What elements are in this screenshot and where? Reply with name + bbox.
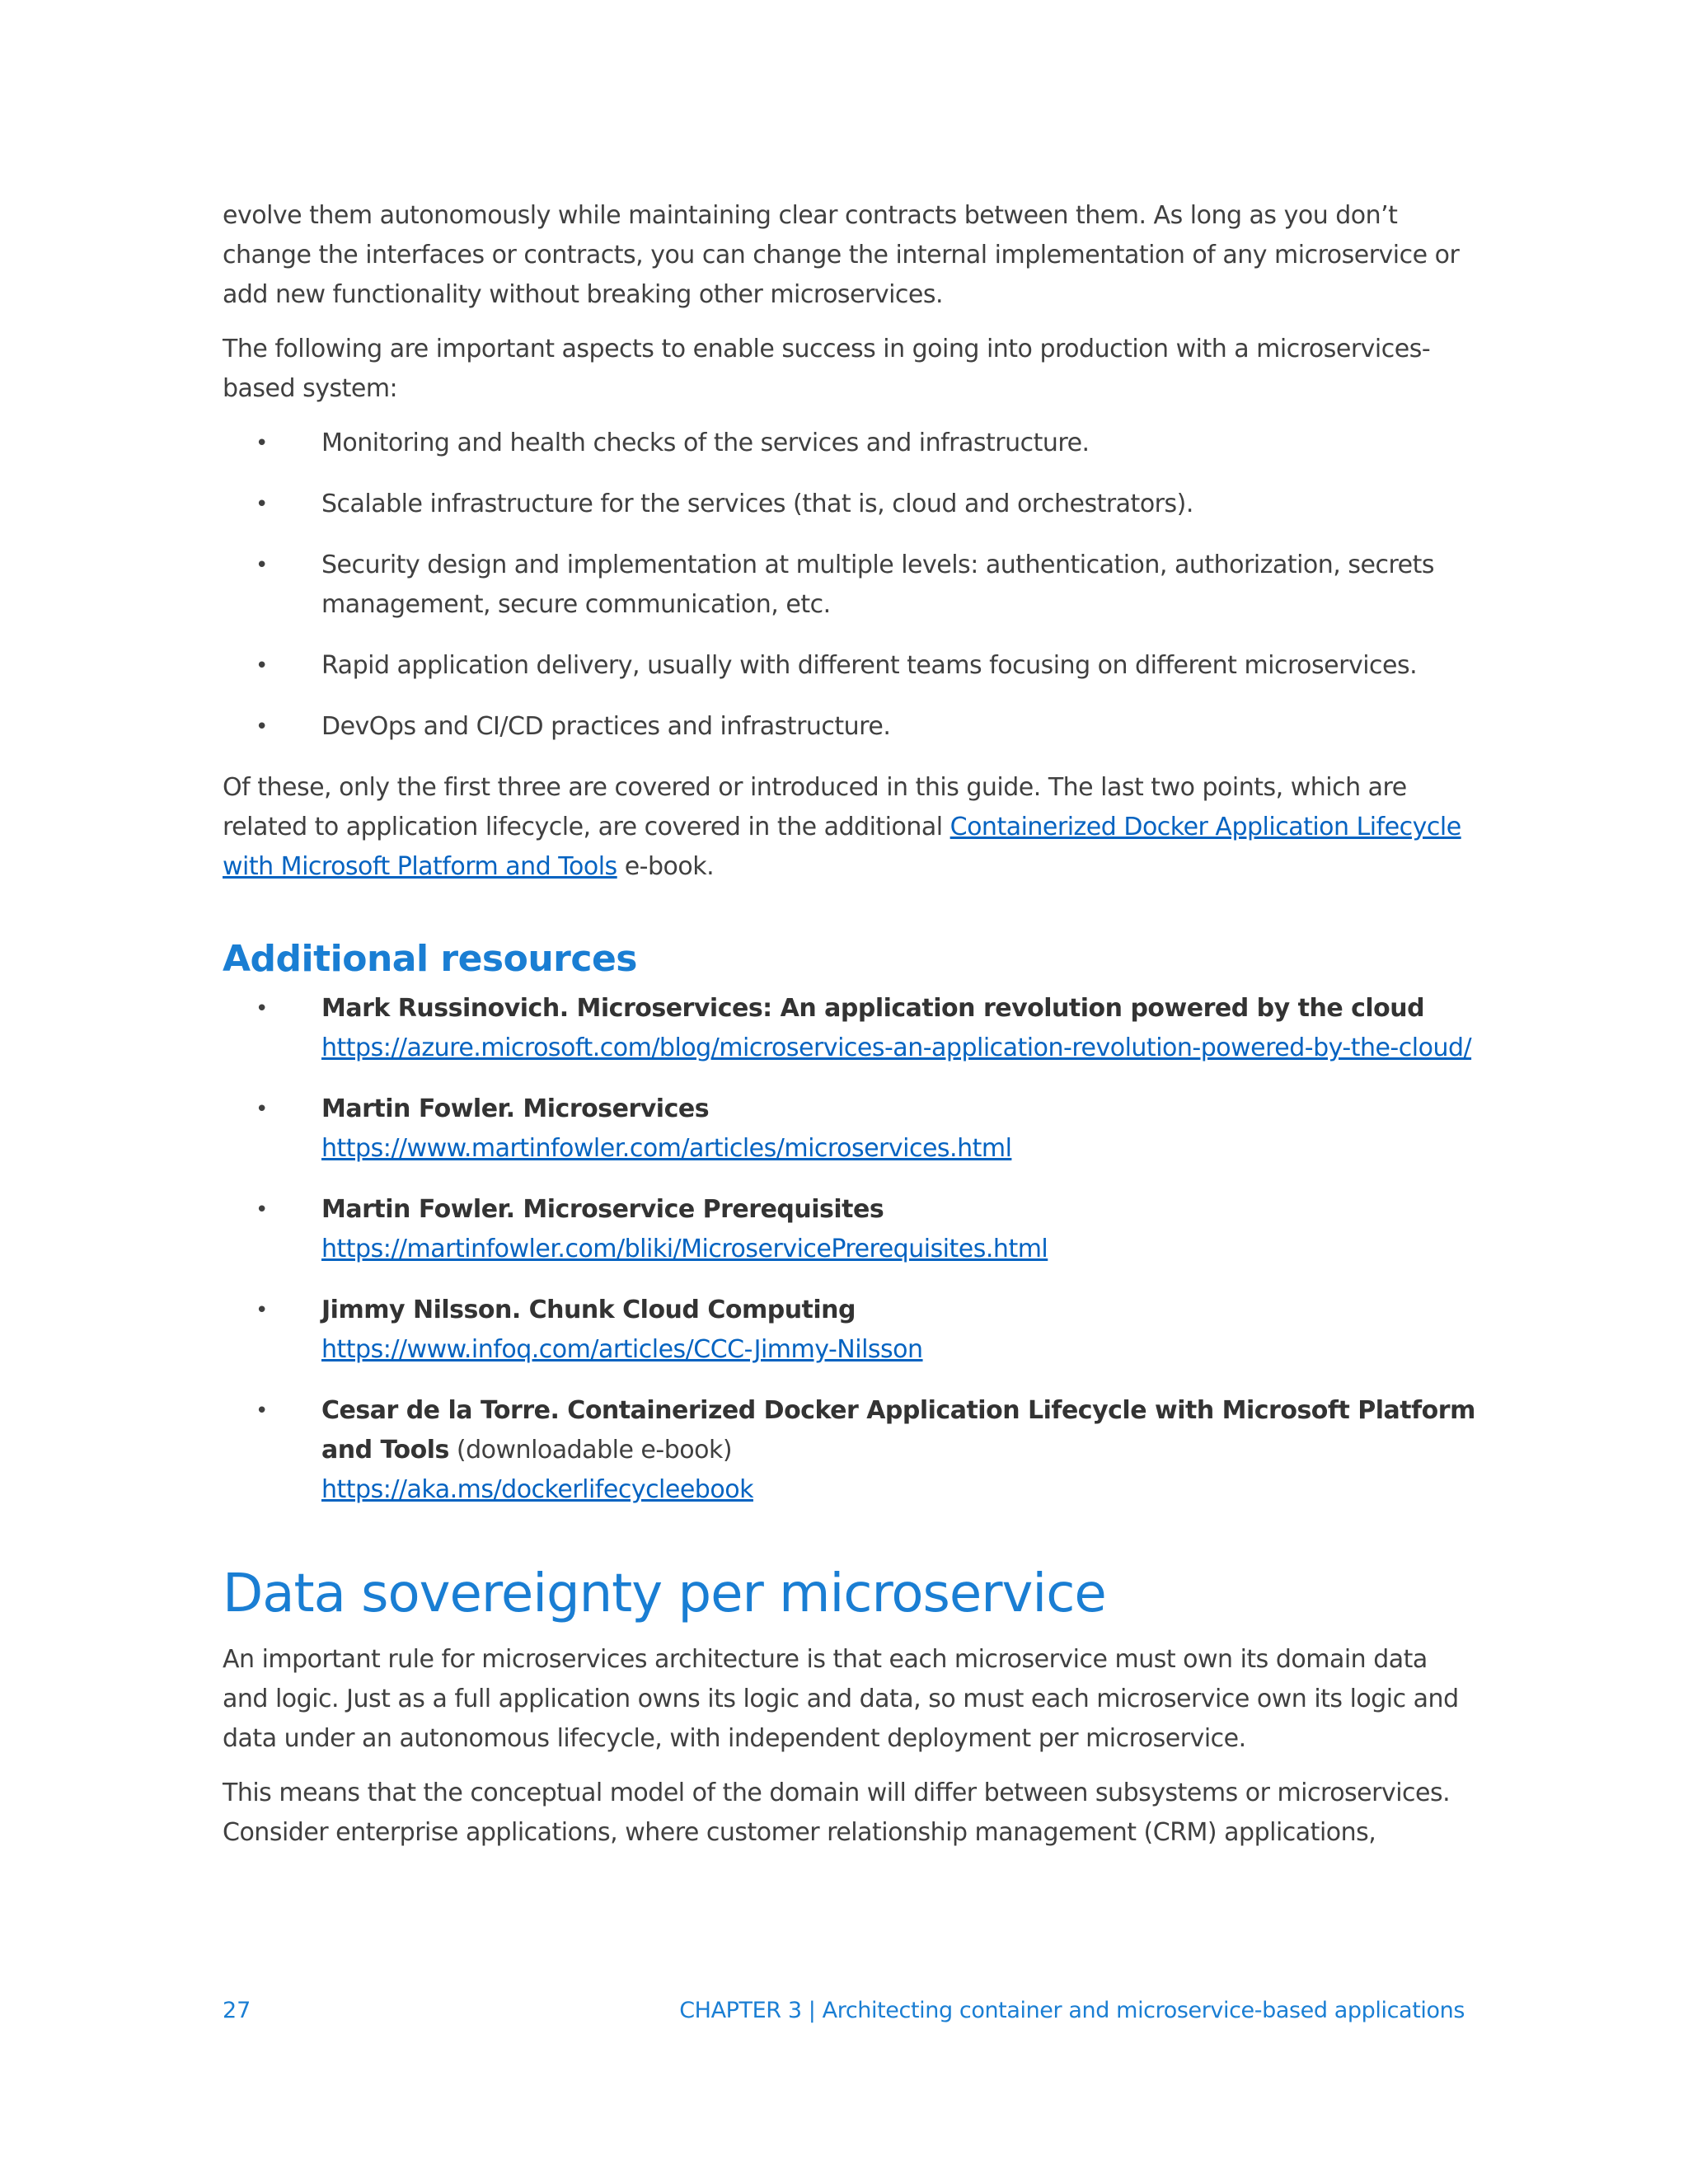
page-content (223, 196, 1475, 1868)
ebook-link[interactable]: Containerized Docker Application Lifecycle with Microsoft Platform and Tools (223, 813, 1461, 881)
closing-suffix: e-book. (617, 852, 715, 881)
bullet-icon: • (256, 492, 268, 517)
list-item (223, 646, 1475, 686)
resource-link[interactable]: https://www.martinfowler.com/articles/microservices.html (321, 1134, 1012, 1163)
data-sovereignty-heading: Data sovereignty per microservice (223, 1563, 1106, 1624)
resource-link[interactable]: https://azure.microsoft.com/blog/microservices-an-application-revolution-powered-by-the-cloud/ (321, 1033, 1472, 1062)
intro-paragraph-2: The following are important aspects to enable success in going into production with a microservices-based system: (223, 335, 1431, 403)
aspect-text: Rapid application delivery, usually with different teams focusing on different microservices. (321, 651, 1418, 680)
bullet-icon: • (256, 1197, 268, 1222)
list-item (223, 707, 1475, 747)
bullet-icon: • (256, 553, 268, 578)
resource-title: Jimmy Nilsson. Chunk Cloud Computing (321, 1296, 856, 1324)
closing-text: Of these, only the first three are covered or introduced in this guide. The last two points, which are related to application lifecycle, are covered in the additional (223, 773, 1407, 841)
resource-link[interactable]: https://aka.ms/dockerlifecycleebook (321, 1475, 753, 1504)
resources-list (223, 989, 1475, 1510)
resource-note: (downloadable e-book) (448, 1436, 733, 1465)
resource-item (223, 1090, 1475, 1169)
chapter-title: CHAPTER 3 | Architecting container and microservice-based applications (679, 1998, 1465, 2023)
intro-paragraph-1: evolve them autonomously while maintaining clear contracts between them. As long as you don’t change the interfaces or contracts, you can change the internal implementation of any microservice or add new functionality without breaking other microservices. (223, 201, 1460, 309)
resource-title: Cesar de la Torre. Containerized Docker Application Lifecycle with Microsoft Platform and Tools (321, 1396, 1475, 1465)
resource-title: Martin Fowler. Microservices (321, 1094, 710, 1123)
list-item (223, 424, 1475, 463)
additional-resources-heading: Additional resources (223, 938, 637, 980)
sovereignty-paragraph-2: This means that the conceptual model of the domain will differ between subsystems or microservices. Consider enterprise applications, where customer relationship management (CRM) applications, (223, 1779, 1451, 1847)
resource-item (223, 1391, 1475, 1510)
bullet-icon: • (256, 1399, 268, 1423)
bullet-icon: • (256, 431, 268, 456)
bullet-icon: • (256, 1298, 268, 1323)
resource-item (223, 989, 1475, 1068)
aspect-text: Security design and implementation at multiple levels: authentication, authorization, secrets management, secure communication, etc. (321, 551, 1434, 619)
bullet-icon: • (256, 715, 268, 739)
aspect-text: DevOps and CI/CD practices and infrastructure. (321, 712, 891, 741)
bullet-icon: • (256, 996, 268, 1021)
aspect-text: Scalable infrastructure for the services (that is, cloud and orchestrators). (321, 490, 1193, 518)
list-item (223, 546, 1475, 625)
resource-item (223, 1190, 1475, 1269)
aspects-list (223, 424, 1475, 747)
resource-title: Martin Fowler. Microservice Prerequisites (321, 1195, 884, 1224)
list-item (223, 485, 1475, 524)
closing-paragraph (223, 768, 1475, 887)
resource-link[interactable]: https://martinfowler.com/bliki/MicroservicePrerequisites.html (321, 1235, 1048, 1263)
page-number: 27 (223, 1998, 251, 2023)
sovereignty-paragraph-1: An important rule for microservices architecture is that each microservice must own its domain data and logic. Just as a full application owns its logic and data, so must each microservice own its logic and data under an autonomous lifecycle, with independent deployment per microservice. (223, 1645, 1459, 1753)
aspect-text: Monitoring and health checks of the services and infrastructure. (321, 429, 1090, 457)
bullet-icon: • (256, 1097, 268, 1122)
resource-item (223, 1291, 1475, 1370)
bullet-icon: • (256, 654, 268, 678)
resource-link[interactable]: https://www.infoq.com/articles/CCC-Jimmy-Nilsson (321, 1335, 923, 1364)
resource-title: Mark Russinovich. Microservices: An application revolution powered by the cloud (321, 994, 1425, 1023)
